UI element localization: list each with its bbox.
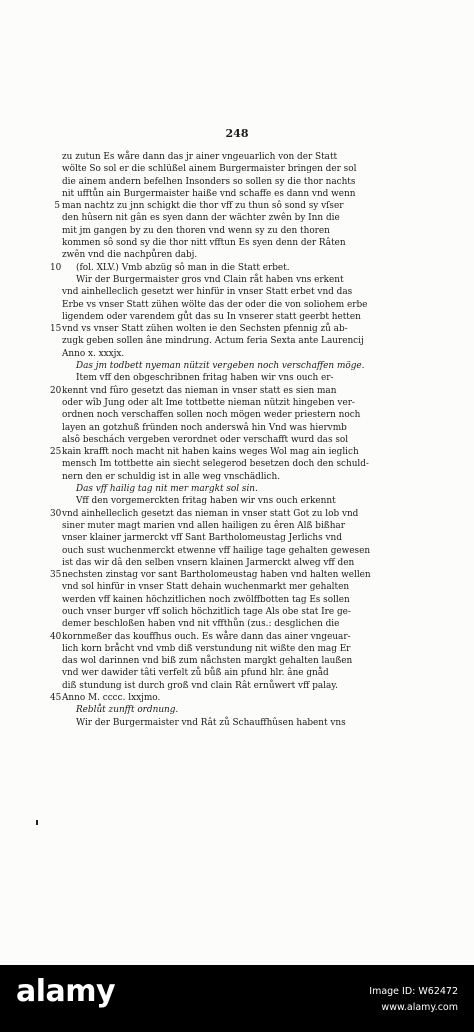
text-line — [50, 631, 428, 643]
text-line — [62, 286, 428, 298]
line-text: die ainem andern befelhen Insonders so sollen sy die thor nachts — [62, 176, 356, 187]
line-text: Erbe vs vnser Statt zühen wölte das der oder die von soliohem erbe — [62, 299, 368, 310]
line-text: ligendem oder varendem gůt das su In vnserer statt geerbt hetten — [62, 311, 361, 322]
line-text: kain krafft noch macht nit haben kains weges Wol mag ain ieglich — [62, 447, 359, 458]
line-text: vnd ainhelleclich gesetzt das nieman in vnser statt Got zu lob vnd — [62, 508, 359, 519]
line-text: vnd ainhelleclich gesetzt wer hinfür in vnser Statt erbet vnd das — [62, 287, 353, 298]
line-text: mensch Im tottbette ain siecht selegerod besetzen doch den schuld- — [62, 459, 369, 470]
line-text: layen an gotzhuß fründen noch anderswâ hin Vnd was hiervmb — [62, 422, 347, 433]
text-line — [62, 545, 428, 557]
text-line — [54, 200, 428, 212]
text-line — [62, 335, 428, 347]
text-line — [62, 667, 428, 679]
line-number: 20 — [50, 385, 62, 396]
brand-logo: alamy — [16, 974, 116, 1009]
line-text: kennt vnd fûro gesetzt das nieman in vnser statt es sien man — [62, 385, 337, 396]
text-line — [62, 680, 428, 692]
text-line — [62, 409, 428, 421]
text-line — [62, 176, 428, 188]
line-text: man nachtz zu jnn schigkt die thor vff zu thun sô sond sy vſser — [62, 201, 344, 212]
line-text: diß stundung ist durch groß vnd clain Rât ernůwert vff palay. — [62, 680, 338, 691]
text-line — [62, 655, 428, 667]
line-text: Vff den vorgemerckten fritag haben wir vns ouch erkennt — [76, 496, 336, 507]
line-text: Anno M. cccc. lxxjmo. — [62, 693, 161, 704]
text-line — [62, 188, 428, 200]
line-text: zwên vnd die nachpůren dabj. — [62, 250, 198, 261]
page-number: 248 — [225, 127, 249, 140]
line-number: 5 — [54, 201, 60, 212]
text-line — [62, 520, 428, 532]
text-line — [50, 692, 428, 704]
line-text: nechsten zinstag vor sant Bartholomeustag haben vnd halten wellen — [62, 570, 371, 581]
line-text: ouch vnser burger vff solich höchzitlich tage Als obe stat Ire ge- — [62, 606, 351, 617]
text-line — [62, 237, 428, 249]
text-line — [62, 212, 428, 224]
text-line — [62, 471, 428, 483]
line-text: ist das wir dâ den selben vnsern klainen Jarmerckt alweg vff den — [62, 557, 355, 568]
text-line — [62, 249, 428, 261]
text-line — [62, 274, 428, 286]
line-text: vnd wer dawider tâti verfelt zů bůß ain pfund hlr. âne gnåd — [62, 668, 329, 679]
text-line — [62, 225, 428, 237]
text-line — [50, 385, 428, 397]
text-line — [62, 348, 428, 360]
image-id-label: Image ID: W62472 — [369, 986, 458, 997]
text-line — [62, 704, 428, 716]
text-line — [50, 323, 428, 335]
line-text: zu zutun Es wåre dann das jr ainer vngeuarlich von der Statt — [62, 152, 338, 162]
line-number: 15 — [50, 324, 62, 335]
line-text: nern den er schuldig ist in alle weg vnschädlich. — [62, 471, 281, 482]
line-text: werden vff kainen höchzitlichen noch zwölffbotten tag Es sollen — [62, 594, 350, 605]
line-text: nit ufftůn ain Burgermaister haiße vnd schaffe es dann vnd wenn — [62, 188, 356, 199]
line-text: den hûsern nit gân es syen dann der wächter zwên by Inn die — [62, 213, 340, 224]
stray-mark — [36, 820, 38, 825]
line-text: vnd vs vnser Statt zühen wolten ie den Sechsten pfennig zů ab- — [62, 324, 348, 335]
line-number: 45 — [50, 693, 62, 704]
line-text: Item vff den obgeschribnen fritag haben wir vns ouch er- — [76, 373, 334, 384]
line-text: siner muter magt marien vnd allen hailigen zu êren Alß bißhar — [62, 520, 345, 531]
text-line — [62, 372, 428, 384]
line-number: 25 — [50, 447, 62, 458]
line-text: wölte So sol er die schlüßel ainem Burgermaister bringen der sol — [62, 164, 357, 175]
line-text: vnser klainer jarmerckt vff Sant Bartholomeustag Jerlichs vnd — [62, 533, 342, 544]
text-line — [62, 532, 428, 544]
text-block — [50, 151, 428, 729]
text-line — [50, 508, 428, 520]
text-line — [62, 643, 428, 655]
line-text: (fol. XLV.) Vmb abzüg sô man in die Statt erbet. — [76, 262, 290, 273]
text-line — [62, 594, 428, 606]
line-number: 30 — [50, 508, 62, 519]
text-line — [62, 299, 428, 311]
text-line — [62, 151, 428, 163]
line-text: mit jm gangen by zu den thoren vnd wenn sy zu den thoren — [62, 225, 330, 236]
line-text: oder wîb Jung oder alt Ime tottbette nieman nützit hingeben ver- — [62, 397, 355, 408]
line-text: Das vff hailig tag nit mer margkt sol sin. — [76, 484, 258, 495]
text-line — [62, 557, 428, 569]
text-line — [62, 717, 428, 729]
line-text: das wol darinnen vnd biß zum nåchsten margkt gehalten laußen — [62, 656, 353, 667]
line-text: alsô beschách vergeben verordnet oder verschafft wurd das sol — [62, 434, 349, 445]
line-number: 40 — [50, 631, 62, 642]
site-url: www.alamy.com — [381, 1002, 458, 1013]
line-text: demer beschloßen haben vnd nit vffthůn (zus.: desglichen die — [62, 619, 340, 630]
line-text: kornmeßer das kouffhus ouch. Es wåre dann das ainer vngeuar- — [62, 631, 351, 642]
text-line — [62, 422, 428, 434]
line-text: Reblůt zunfft ordnung. — [76, 705, 179, 716]
text-line — [50, 569, 428, 581]
line-number: 35 — [50, 570, 62, 581]
line-text: Anno x. xxxjx. — [62, 348, 125, 359]
text-line — [62, 458, 428, 470]
text-line — [62, 483, 428, 495]
line-text: ordnen noch verschaffen sollen noch mögen weder priestern noch — [62, 410, 361, 421]
text-line — [62, 434, 428, 446]
text-line — [62, 618, 428, 630]
line-text: ouch sust wuchenmerckt etwenne vff hailige tage gehalten gewesen — [62, 545, 371, 556]
line-text: lich korn bråcht vnd vmb diß verstundung nit wißte den mag Er — [62, 643, 351, 654]
text-line — [62, 606, 428, 618]
line-text: kommen sô sond sy die thor nitt vfftun Es syen denn der Râten — [62, 238, 346, 249]
text-line — [50, 262, 428, 274]
text-line — [62, 581, 428, 593]
line-text: Das jm todbett nyeman nützit vergeben noch verschaffen möge. — [76, 361, 365, 372]
line-number: 10 — [50, 262, 62, 273]
text-line — [50, 446, 428, 458]
text-line — [62, 163, 428, 175]
line-text: Wir der Burgermaister vnd Rât zů Schauffhûsen habent vns — [76, 717, 346, 728]
text-line — [62, 360, 428, 372]
text-line — [62, 397, 428, 409]
text-line — [62, 495, 428, 507]
text-line — [62, 311, 428, 323]
line-text: zugk geben sollen âne mindrung. Actum feria Sexta ante Laurencij — [62, 336, 364, 347]
line-text: vnd sol hinfür in vnser Statt dehain wuchenmarkt mer gehalten — [62, 582, 350, 593]
line-text: Wir der Burgermaister gros vnd Clain råt haben vns erkent — [76, 274, 344, 285]
